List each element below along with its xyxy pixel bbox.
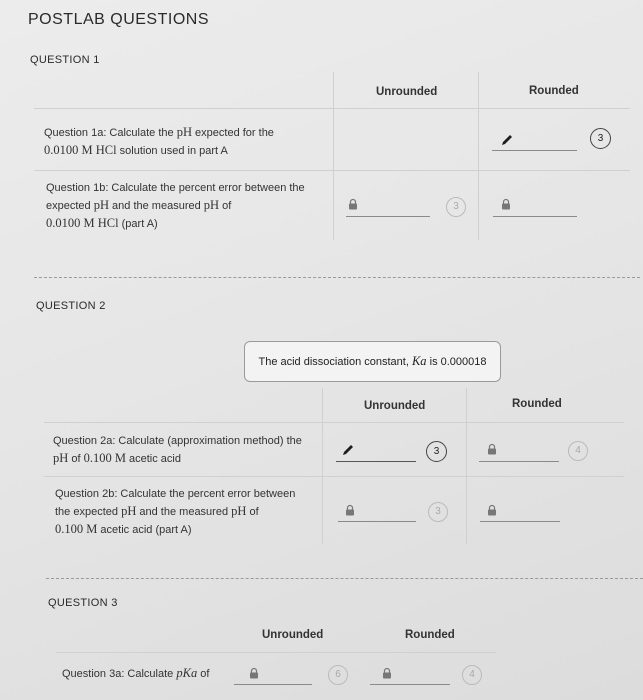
q1-row-rule bbox=[34, 170, 630, 171]
page-title: POSTLAB QUESTIONS bbox=[28, 11, 209, 28]
lock-icon bbox=[248, 667, 260, 679]
q2-column-divider bbox=[322, 388, 323, 544]
pencil-icon[interactable] bbox=[500, 133, 514, 147]
q2b-unrounded-input[interactable] bbox=[338, 521, 416, 522]
q1-column-divider-2 bbox=[478, 72, 479, 240]
q2b-rounded-input[interactable] bbox=[480, 521, 560, 522]
lock-icon bbox=[344, 504, 356, 516]
q2-header-rule bbox=[44, 422, 624, 423]
question-2b-text: Question 2b: Calculate the percent error between the expected pH and the measured pH of 0.100 M acetic acid (part A) bbox=[55, 488, 296, 536]
q1b-rounded-input[interactable] bbox=[493, 216, 577, 217]
section-divider bbox=[34, 277, 640, 278]
question-3-heading: QUESTION 3 bbox=[48, 597, 118, 609]
q2-unrounded-header: Unrounded bbox=[364, 400, 426, 412]
q3a-rounded-input[interactable] bbox=[370, 684, 450, 685]
pencil-icon[interactable] bbox=[341, 443, 355, 457]
q1b-unrounded-attempts-badge: 3 bbox=[446, 197, 466, 217]
lock-icon bbox=[486, 504, 498, 516]
q2-row-rule bbox=[44, 476, 624, 477]
lock-icon bbox=[500, 198, 512, 210]
acid-dissociation-constant-note: The acid dissociation constant, Ka is 0.000018 bbox=[244, 341, 501, 382]
q2b-unrounded-attempts-badge: 3 bbox=[428, 502, 448, 522]
q3-unrounded-header: Unrounded bbox=[262, 629, 324, 641]
question-2-heading: QUESTION 2 bbox=[36, 300, 106, 312]
question-1b-text: Question 1b: Calculate the percent error between the expected pH and the measured pH of 0.0100 M HCl (part A) bbox=[46, 182, 305, 230]
q2-column-divider-2 bbox=[466, 388, 467, 544]
q2a-rounded-input[interactable] bbox=[479, 461, 559, 462]
q3-rounded-header: Rounded bbox=[405, 629, 455, 641]
section-divider bbox=[46, 578, 643, 579]
q2a-unrounded-input[interactable] bbox=[336, 461, 416, 462]
q2a-rounded-attempts-badge: 4 bbox=[568, 441, 588, 461]
q1b-unrounded-input[interactable] bbox=[346, 216, 430, 217]
question-3a-text: Question 3a: Calculate pKa of bbox=[62, 666, 210, 680]
q1a-rounded-attempts-badge: 3 bbox=[590, 128, 611, 149]
q1-rounded-header: Rounded bbox=[529, 85, 579, 97]
q1-column-divider bbox=[333, 72, 334, 240]
question-1-heading: QUESTION 1 bbox=[30, 54, 100, 66]
q1-unrounded-header: Unrounded bbox=[376, 86, 438, 98]
q1-header-rule bbox=[34, 108, 630, 109]
q2-rounded-header: Rounded bbox=[512, 398, 562, 410]
q2a-unrounded-attempts-badge: 3 bbox=[426, 441, 447, 462]
lock-icon bbox=[486, 443, 498, 455]
q3a-unrounded-attempts-badge: 6 bbox=[328, 665, 348, 685]
q3a-unrounded-input[interactable] bbox=[234, 684, 312, 685]
lock-icon bbox=[347, 198, 359, 210]
lock-icon bbox=[381, 667, 393, 679]
q3-header-rule bbox=[56, 652, 496, 653]
question-1a-text: Question 1a: Calculate the pH expected for the 0.0100 M HCl solution used in part A bbox=[44, 125, 274, 157]
q1a-rounded-input[interactable] bbox=[492, 150, 577, 151]
question-2a-text: Question 2a: Calculate (approximation method) the pH of 0.100 M acetic acid bbox=[53, 435, 302, 465]
q3a-rounded-attempts-badge: 4 bbox=[462, 665, 482, 685]
